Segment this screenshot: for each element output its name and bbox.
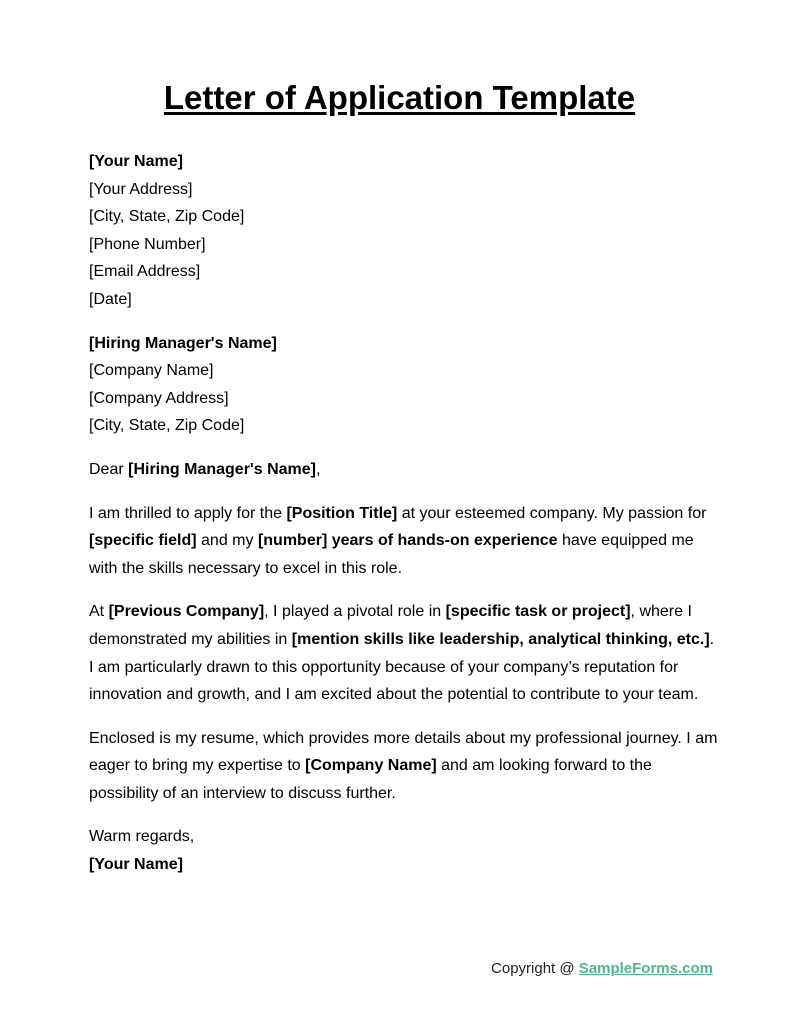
signature-block xyxy=(89,823,719,878)
placeholder-skills: [mention skills like leadership, analytical thinking, etc.] xyxy=(291,630,710,648)
letter-body xyxy=(89,148,719,895)
sender-email: [Email Address] xyxy=(89,263,201,281)
sender-phone: [Phone Number] xyxy=(89,235,206,253)
signature-name: [Your Name] xyxy=(89,856,183,874)
sender-block xyxy=(89,148,719,314)
paragraph-text: have equipped me with the skills necessary to excel in this role. xyxy=(89,532,694,577)
paragraph-text: , I played a pivotal role in xyxy=(264,603,446,621)
copyright-footer xyxy=(491,958,713,980)
sampleforms-link[interactable]: SampleForms.com xyxy=(578,960,713,977)
recipient-name: [Hiring Manager's Name] xyxy=(89,334,277,352)
placeholder-position-title: [Position Title] xyxy=(286,504,398,522)
paragraph-text: At xyxy=(89,603,109,621)
paragraph-text: and my xyxy=(196,532,258,550)
salutation-suffix: , xyxy=(315,460,321,478)
recipient-address: [Company Address] xyxy=(89,389,229,407)
salutation xyxy=(89,456,719,484)
copyright-text: Copyright @ xyxy=(491,960,579,977)
paragraph-closing xyxy=(89,725,719,808)
page-title: Letter of Application Template xyxy=(163,79,636,116)
sender-address: [Your Address] xyxy=(89,180,193,198)
salutation-name: [Hiring Manager's Name] xyxy=(128,460,316,478)
sender-name: [Your Name] xyxy=(89,153,183,170)
paragraph-text: . I am particularly drawn to this opportunity because of your company’s reputation for innovation and growth, and I am excited about the potential to contribute to your team. xyxy=(89,630,715,704)
placeholder-company-name: [Company Name] xyxy=(305,757,437,775)
recipient-company: [Company Name] xyxy=(89,362,214,380)
paragraph-intro xyxy=(89,500,719,583)
sender-date: [Date] xyxy=(89,290,132,308)
salutation-prefix: Dear xyxy=(89,460,129,478)
paragraph-text: Enclosed is my resume, which provides more details about my professional journey. I am eager to bring my expertise to xyxy=(89,729,718,775)
placeholder-specific-field: [specific field] xyxy=(89,532,197,550)
placeholder-previous-company: [Previous Company] xyxy=(108,603,265,621)
closing-phrase: Warm regards, xyxy=(89,828,195,846)
paragraph-text: at your esteemed company. My passion for xyxy=(397,504,707,522)
placeholder-specific-task: [specific task or project] xyxy=(445,603,631,621)
recipient-city-state-zip: [City, State, Zip Code] xyxy=(89,417,245,435)
sender-city-state-zip: [City, State, Zip Code] xyxy=(89,208,245,226)
paragraph-experience xyxy=(89,598,719,708)
paragraph-text: and am looking forward to the possibility of an interview to discuss further. xyxy=(89,757,652,802)
placeholder-years-experience: [number] years of hands-on experience xyxy=(257,532,558,550)
recipient-block xyxy=(89,330,719,440)
paragraph-text: , where I demonstrated my abilities in xyxy=(89,603,692,648)
paragraph-text: I am thrilled to apply for the xyxy=(89,504,287,522)
